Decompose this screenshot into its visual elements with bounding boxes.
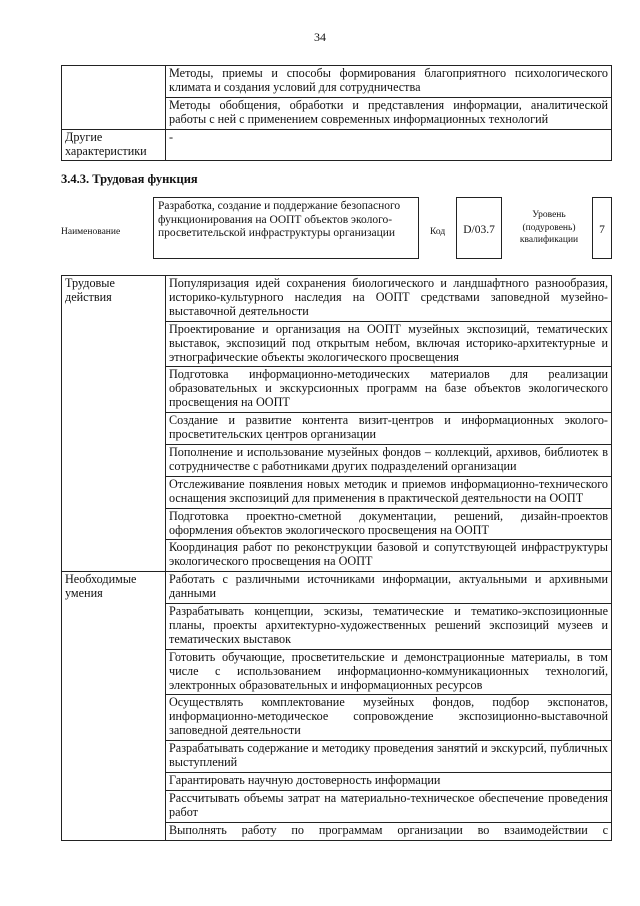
page-number: 34 <box>314 30 326 44</box>
skill-item: Разрабатывать концепции, эскизы, тематические и тематико-экспозиционные планы, проекты архитектурно-художественных решений экспозиций музеев и тематических выставок <box>166 604 612 650</box>
labor-action: Отслеживание появления новых методик и приемов информационно-технического оснащения экспозиций для применения в практической деятельности на ООПТ <box>166 476 612 508</box>
name-label: Наименование <box>61 227 121 237</box>
labor-actions-label: Трудовые действия <box>62 276 166 572</box>
labor-action: Подготовка информационно-методических материалов для реализации образовательных и экскурсионных программ на базе объектов экологического просвещения на ООПТ <box>166 367 612 413</box>
labor-action: Проектирование и организация на ООПТ музейных экспозиций, тематических выставок, экспозиций под открытым небом, включая историко-архитектурные и этнографические объекты экологического просвещения <box>166 321 612 367</box>
row-label <box>62 66 166 130</box>
skill-item: Гарантировать научную достоверность информации <box>166 773 612 791</box>
skill-item: Выполнять работу по программам организации во взаимодействии с <box>166 822 612 840</box>
function-code: D/03.7 <box>456 197 502 259</box>
labor-action: Пополнение и использование музейных фондов – коллекций, архивов, библиотек в сотрудничестве с работниками других подразделений организации <box>166 444 612 476</box>
labor-action: Создание и развитие контента визит-центров и информационных эколого-просветительских центров организации <box>166 413 612 445</box>
labor-action: Координация работ по реконструкции базовой и сопутствующей инфраструктуры экологического просвещения на ООПТ <box>166 540 612 572</box>
skill-item: Готовить обучающие, просветительские и демонстрационные материалы, в том числе с использованием информационно-коммуникационных технологий, электронных образовательных и информационных ресурсов <box>166 649 612 695</box>
code-label: Код <box>430 227 446 237</box>
top-table <box>61 65 612 161</box>
function-name: Разработка, создание и поддержание безопасного функционирования на ООПТ объектов эколого-просветительской инфраструктуры организации <box>153 197 419 259</box>
skill-item: Осуществлять комплектование музейных фондов, подбор экспонатов, информационно-методическое сопровождение экспозиционно-выставочной заповедной деятельности <box>166 695 612 741</box>
table-row <box>62 66 612 98</box>
skill-item: Работать с различными источниками информации, актуальными и архивными данными <box>166 572 612 604</box>
table-cell: - <box>166 129 612 161</box>
skill-item: Рассчитывать объемы затрат на материально-техническое обеспечение проведения работ <box>166 790 612 822</box>
labor-action: Подготовка проектно-сметной документации, решений, дизайн-проектов оформления объектов экологического просвещения на ООПТ <box>166 508 612 540</box>
table-cell: Методы, приемы и способы формирования благоприятного психологического климата и создания условий для сотрудничества <box>166 66 612 98</box>
table-row <box>62 276 612 322</box>
row-label: Другие характеристики <box>62 129 166 161</box>
qualification-level: 7 <box>592 197 612 259</box>
labor-action: Популяризация идей сохранения биологического и ландшафтного разнообразия, историко-культурного наследия на ООПТ средствами заповедной музейно-выставочной деятельности <box>166 276 612 322</box>
skills-label: Необходимые умения <box>62 572 166 840</box>
level-label: Уровень (подуровень) квалификации <box>519 210 579 245</box>
table-row <box>62 129 612 161</box>
skill-item: Разрабатывать содержание и методику проведения занятий и экскурсий, публичных выступлений <box>166 741 612 773</box>
section-heading: 3.4.3. Трудовая функция <box>61 172 198 186</box>
table-cell: Методы обобщения, обработки и представления информации, аналитической работы с ней с применением современных информационных технологий <box>166 97 612 129</box>
function-table <box>61 275 612 841</box>
table-row <box>62 572 612 604</box>
